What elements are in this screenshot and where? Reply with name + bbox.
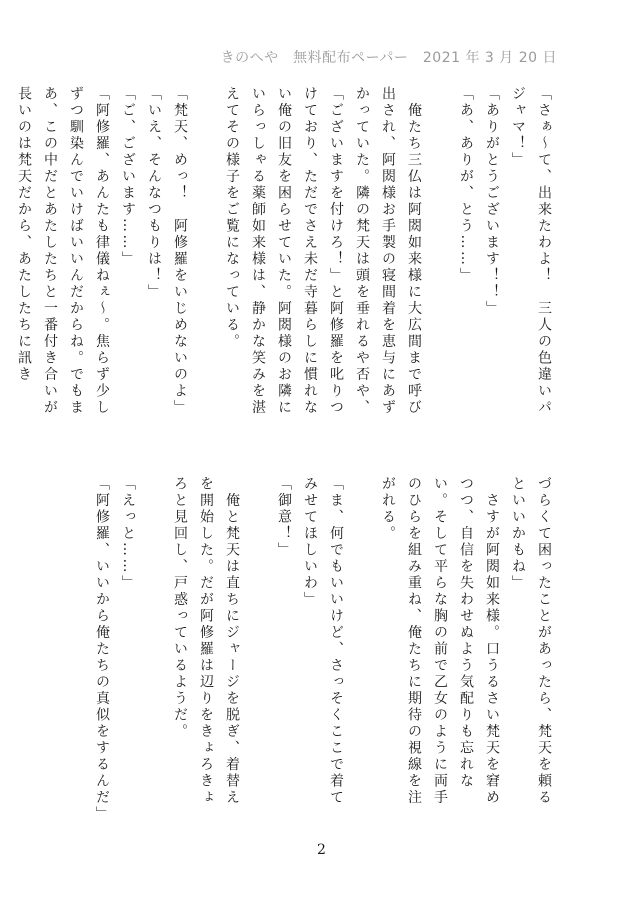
text-line: 「御意！」: [276, 476, 292, 559]
text-line: 「ありがとうございます！！」: [484, 86, 500, 317]
page-header: きのへや 無料配布ペーパー 2021 年 3 月 20 日: [220, 50, 557, 66]
text-line: 「いえ、そんなつもりは！」: [146, 86, 162, 301]
text-line: 「梵天、めっ！ 阿修羅をいじめないのよ」: [172, 86, 188, 416]
text-line: 俺たち三仏は阿閦如来様に大広間まで呼び出され、阿閦様お手製の寝間着を恵与にあずかっていた。隣の梵天は頭を垂れるや否や、「ございますを付けろ！」と阿修羅を叱りつけており、ただでさえ未だ寺暮らしに慣れない俺の旧友を困らせていた。阿閦様のお隣にいらっしゃる薬師如来様は、静かな笑みを湛えてその様子をご覧になっている。: [224, 86, 422, 416]
page-number: 2: [317, 842, 326, 858]
text-line: 「あ、ありが、とう……」: [458, 86, 474, 284]
text-line: づらくて困ったことがあったら、梵天を頼るといいかもね」: [510, 476, 552, 806]
text-line: [245, 476, 271, 821]
text-line: 「ご、ございます……」: [120, 86, 136, 268]
text-line: 俺と梵天は直ちにジャージを脱ぎ、着替えを開始した。だが阿修羅は辺りをきょろきょろと見回し、戸惑っているようだ。: [172, 476, 240, 806]
text-line: [427, 86, 453, 426]
text-line: 「阿修羅、あんたも律儀ねぇ～。焦らず少しずつ馴染んでいけばいいんだからね。でもまあ、この中だとあたしたちと一番付き合いが長いのは梵天だから、あたしたちに訊き: [16, 86, 110, 416]
text-line: [349, 476, 375, 821]
text-line: 「さぁ～て、出来たわよ！ 三人の色違いパジャマ！」: [510, 86, 552, 416]
text-line: さすが阿閦如来様。口うるさい梵天を窘めつつ、自信を失わせぬよう気配りも忘れない。そして平らな胸の前で乙女のように両手のひらを組み重ね、俺たちに期待の視線を注がれる。: [380, 476, 500, 806]
text-line: 「えっと……」: [120, 476, 136, 592]
text-column-upper: [16, 86, 557, 426]
text-line: [141, 476, 167, 821]
text-line: 「阿修羅、いいから俺たちの真似をするんだ」: [94, 476, 110, 823]
text-line: [193, 86, 219, 426]
text-column-lower: [77, 476, 557, 821]
text-line: 「ま、何でもいいけど、さっそくここで着てみせてほしいわ」: [302, 476, 344, 806]
